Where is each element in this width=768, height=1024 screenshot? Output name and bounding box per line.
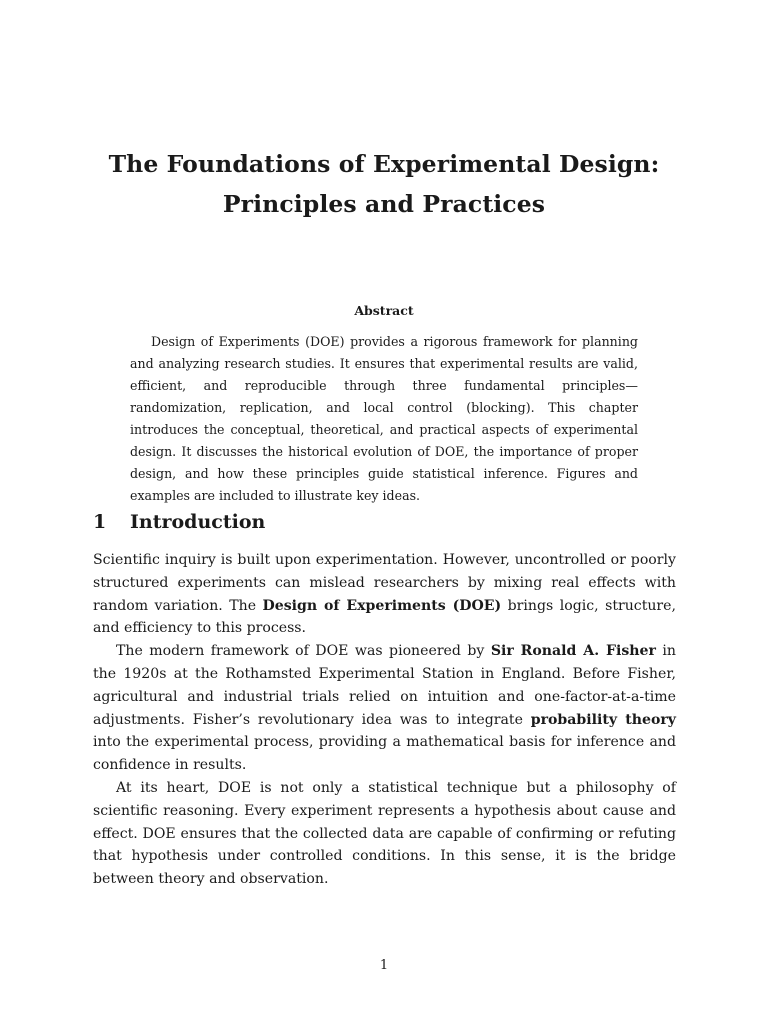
page-number: 1 [379, 958, 389, 973]
paragraph-2-text-e: into the experimental process, providing a mathematical basis for inference and confidence in results. [93, 734, 676, 774]
section-body [93, 549, 676, 891]
paragraph-3: At its heart, DOE is not only a statistical technique but a philosophy of scientific reasoning. Every experiment represents a hypothesis about cause and effect. DOE ensures that the collected data are capable of confirming or refuting that hypothesis under controlled conditions. In this sense, it is the bridge between theory and observation. [93, 779, 676, 888]
section-heading-introduction [93, 511, 265, 533]
section-title: Introduction [130, 511, 266, 533]
section-number: 1 [93, 511, 107, 533]
paragraph-1 [93, 549, 676, 640]
paragraph-2-bold-probability: probability theory [530, 711, 676, 728]
abstract-body: Design of Experiments (DOE) provides a rigorous framework for planning and analyzing research studies. It ensures that experimental results are valid, efficient, and reproducible through three fundamental principles—randomization, replication, and local control (blocking). This chapter introduces the conceptual, theoretical, and practical aspects of experimental design. It discusses the historical evolution of DOE, the importance of proper design, and how these principles guide statistical inference. Figures and examples are included to illustrate key ideas. [130, 334, 638, 503]
paragraph-2-bold-fisher: Sir Ronald A. Fisher [490, 643, 656, 660]
paragraph-2-text-c: in the 1920s at the Rothamsted Experimental Station in England. Before Fisher, agricultural and industrial trials relied on intuition and one-factor-at-a-time adjustments. Fisher’s revolutionary idea was to integrate [93, 643, 676, 728]
paragraph-2-text-a: The modern framework of DOE was pioneered by [116, 643, 491, 660]
paper-title [0, 144, 768, 224]
paragraph-1-bold-doe: Design of Experiments (DOE) [262, 597, 502, 614]
abstract-heading: Abstract [354, 303, 414, 318]
paragraph-2 [93, 640, 676, 777]
paragraph-1-text-a: Scientific inquiry is built upon experimentation. However, uncontrolled or poorly structured experiments can mislead researchers by mixing real effects with random variation. The [93, 552, 676, 614]
title-line-2: Principles and Practices [222, 190, 546, 218]
title-line-1: The Foundations of Experimental Design: [108, 150, 660, 178]
paragraph-1-text-c: brings logic, structure, and efficiency to this process. [93, 597, 676, 637]
